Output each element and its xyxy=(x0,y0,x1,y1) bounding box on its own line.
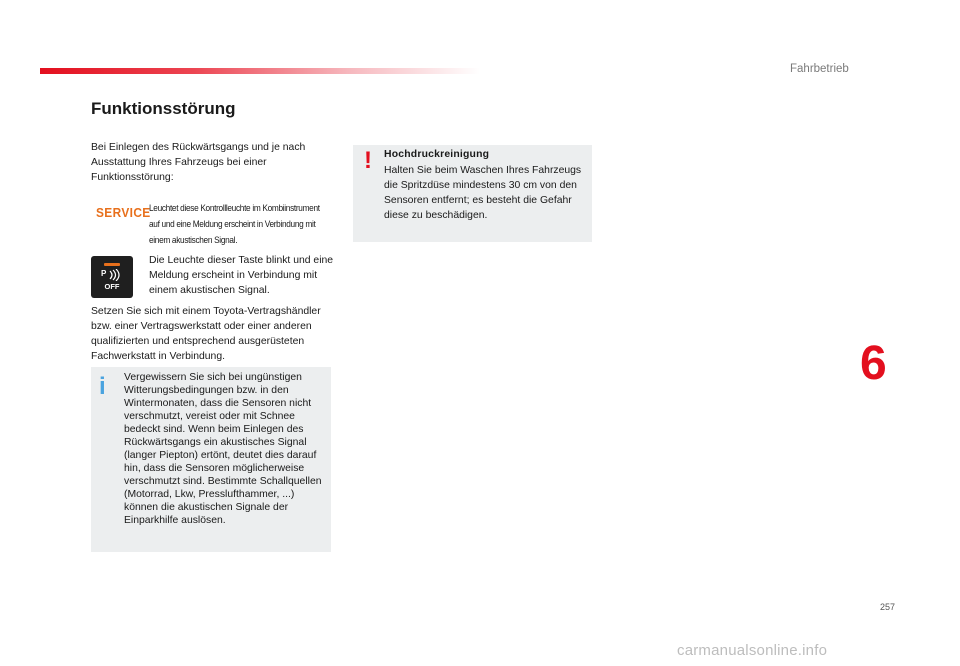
park-button-led xyxy=(104,263,120,266)
info-icon: i xyxy=(99,373,106,400)
park-button-description: Die Leuchte dieser Taste blinkt und eine Meldung erscheint in Verbindung mit einem akustischen Signal. xyxy=(149,255,334,296)
park-symbol: P xyxy=(101,269,107,278)
info-text: Vergewissern Sie sich bei ungünstigen Witterungsbedingungen bzw. in den Wintermonaten, dass die Sensoren nicht verschmutzt, vereist oder mit Schnee bedeckt sind. Wenn beim Einlegen des Rückwärtsgangs ein akustisches Signal (langer Piepton) ertönt, deutet dies darauf hin, dass die Sensoren möglicherweise verschmutzt sind. Bestimmte Schallquellen (Motorrad, Lkw, Presslufthammer, ...) können die akustischen Signale der Einparkhilfe auslösen. xyxy=(124,372,322,526)
warning-title: Hochdruckreinigung xyxy=(384,149,490,160)
watermark: carmanualsonline.info xyxy=(677,642,828,659)
contact-paragraph: Setzen Sie sich mit einem Toyota-Vertragshändler bzw. einer Vertragswerkstatt oder einer anderen qualifizierten und entsprechend ausgerüsteten Fachwerkstatt in Verbindung. xyxy=(91,306,321,362)
header-accent-bar xyxy=(40,68,480,74)
service-warning-icon: SERVICE xyxy=(96,206,151,220)
service-caption: Leuchtet diese Kontrollleuchte im Kombiinstrument auf und eine Meldung erscheint in Verbindung mit einem akustischen Signal. xyxy=(149,203,320,245)
page-number: 257 xyxy=(880,602,896,612)
chapter-number: 6 xyxy=(860,337,887,390)
park-off-label: OFF xyxy=(104,282,120,291)
info-box xyxy=(91,367,331,552)
warning-text: Halten Sie beim Waschen Ihres Fahrzeugs die Spritzdüse mindestens 30 cm von den Sensoren entfernt; es besteht die Gefahr diese zu beschädigen. xyxy=(384,165,582,221)
section-header: Fahrbetrieb xyxy=(790,63,849,75)
intro-paragraph: Bei Einlegen des Rückwärtsgangs und je nach Ausstattung Ihres Fahrzeugs bei einer Funktionsstörung: xyxy=(91,142,306,183)
warning-icon: ! xyxy=(364,147,372,174)
park-assist-button-icon xyxy=(91,256,133,298)
warning-box xyxy=(353,145,592,242)
page-title: Funktionsstörung xyxy=(91,99,236,118)
sensor-waves-icon xyxy=(108,269,122,281)
